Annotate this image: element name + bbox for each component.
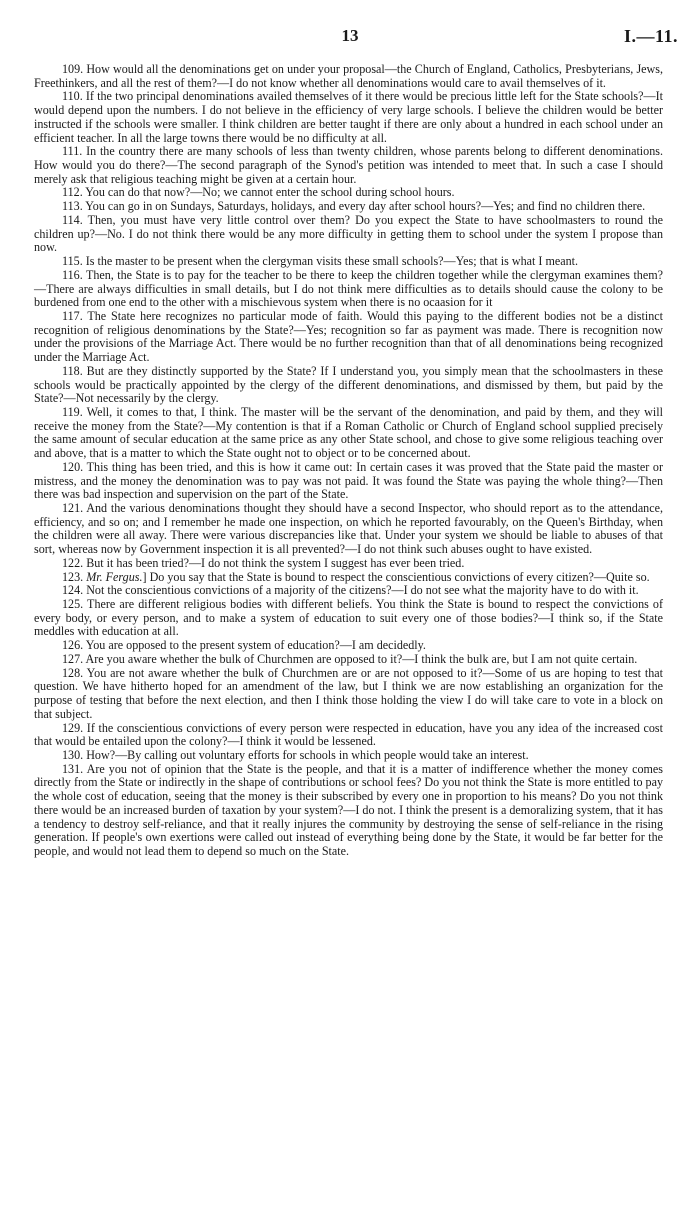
paragraph: 121. And the various denominations thought they should have a second Inspector, who should report as to the attendance, efficiency, and so on; and I remember he made one inspection, on which he reported favourably, on the Queen's Birthday, when the children were all away. There were various discrepancies like that. Under your system we should be liable to abuses of that sort, whereas now by Government inspection it is all prevented?—I do not think such abuses ought to have existed. [34, 501, 663, 557]
paragraph: 123. Mr. Fergus.] Do you say that the State is bound to respect the conscientious convictions of every citizen?—Quite so. [62, 569, 650, 584]
paragraph: 124. Not the conscientious convictions of a majority of the citizens?—I do not see what the majority have to do with it. [62, 583, 639, 598]
paragraph: 131. Are you not of opinion that the State is the people, and that it is a matter of indifference whether the money comes directly from the State or indirectly in the shape of contributions or school fees? Do you not think the State is more entitled to pay the whole cost of education, seeing that the money is their subscribed by every one in proportion to his means? Do you not think there would be an increased burden of taxation by your system?—I do not. I think the present is a demoralizing system, that it has a tendency to destroy self-reliance, and that it really injures the community by destroying the sense of self-reliance in the rising generation. If people's own exertions were called out instead of everything being done by the State, it would be far better for the people, and would not lead them to depend so much on the State. [34, 761, 663, 858]
page-body [34, 63, 663, 859]
question-number: 123. [62, 569, 87, 584]
paragraph: 126. You are opposed to the present system of education?—I am decidedly. [62, 638, 426, 653]
paragraph: 129. If the conscientious convictions of every person were respected in education, have you any idea of the increased cost that would be entailed upon the colony?—I think it would be lessened. [34, 720, 663, 749]
paragraph: 122. But it has been tried?—I do not think the system I suggest has ever been tried. [62, 555, 465, 570]
paragraph: 112. You can do that now?—No; we cannot enter the school during school hours. [62, 185, 455, 200]
speaker-name: Mr. Fergus. [86, 569, 143, 584]
paragraph: 120. This thing has been tried, and this is how it came out: In certain cases it was proved that the State paid the master or mistress, and the money the denomination was to pay was not paid. It was found the State was paying the whole thing?—Then there was bad inspection and supervision on the part of the State. [34, 459, 663, 502]
page-header [0, 26, 700, 50]
paragraph: 119. Well, it comes to that, I think. The master will be the servant of the denomination, and paid by them, and they will receive the money from the State?—My contention is that if a Roman Catholic or Church of England school supplied precisely the same amount of secular education at the same price as any other State school, and chose to give some religious teaching over and above, that is a matter to which the State ought not to object or to be concerned about. [34, 404, 663, 461]
paragraph: 109. How would all the denominations get on under your proposal—the Church of England, Catholics, Presbyterians, Jews, Freethinkers, and all the rest of them?—I do not know whether all denominations would care to avail themselves of it. [34, 62, 663, 90]
paragraph: 113. You can go in on Sundays, Saturdays, holidays, and every day after school hours?—Yes; and find no children there. [62, 199, 646, 214]
paragraph: 116. Then, the State is to pay for the teacher to be there to keep the children together while the clergyman examines them?—There are always difficulties in small details, but I do not think mere difficulties as to details should cause the colony to be burdened from one end to the other with a mischievous system when there is no ocaasion for it [34, 267, 663, 310]
paragraph: 114. Then, you must have very little control over them? Do you expect the State to have schoolmasters to round the children up?—No. I do not think there would be any more difficulty in getting them to school under the system I propose than now. [34, 212, 663, 255]
paragraph: 128. You are not aware whether the bulk of Churchmen are or are not opposed to it?—Some of us are hoping to test that question. We have hitherto hoped for an amendment of the law, but I think we are now establishing an organization for the purpose of testing that before the next election, and then I think those holding the view I do will take care to vote in a block on that subject. [34, 665, 663, 721]
document-reference: I.—11. [623, 26, 678, 46]
paragraph: 118. But are they distinctly supported by the State? If I understand you, you simply mean that the schoolmasters in these schools would be practically appointed by the clergy of the different denominations, and dismissed by them, but paid by the State?—Not necessarily by the clergy. [34, 363, 663, 406]
paragraph: 125. There are different religious bodies with different beliefs. You think the State is bound to respect the convictions of every body, or every person, and to make a system of education to suit every one of those bodies?—I think so, if the State meddles with education at all. [34, 597, 663, 639]
paragraph: 110. If the two principal denominations availed themselves of it there would be precious little left for the State schools?—It would depend upon the numbers. I do not believe in the efficiency of very large schools. I believe the children would be better instructed if the schools were smaller. I think children are better taught if there are only about a hundred in each school under an efficient teacher. In all the large towns there would be no difficulty at all. [34, 89, 663, 145]
paragraph: 111. In the country there are many schools of less than twenty children, whose parents belong to different denominations. How would you do there?—The second paragraph of the Synod's petition was intended to meet that. In such a case I should merely ask that religious teaching might be given at a certain hour. [34, 144, 663, 186]
paragraph: 127. Are you aware whether the bulk of Churchmen are opposed to it?—I think the bulk are, but I am not quite certain. [62, 651, 638, 666]
paragraph: 117. The State here recognizes no particular mode of faith. Would this paying to the different bodies not be a distinct recognition of religious denominations by the State?—Yes; recognition so far as payment was made. There is recognition now under the provisions of the Marriage Act. There would be no further recognition than that of all denominations being recognized under the Marriage Act. [34, 308, 663, 365]
paragraph: 130. How?—By calling out voluntary efforts for schools in which people would take an interest. [62, 747, 529, 762]
paragraph: 115. Is the master to be present when the clergyman visits these small schools?—Yes; that is what I meant. [62, 254, 579, 269]
page-number: 13 [341, 26, 359, 45]
